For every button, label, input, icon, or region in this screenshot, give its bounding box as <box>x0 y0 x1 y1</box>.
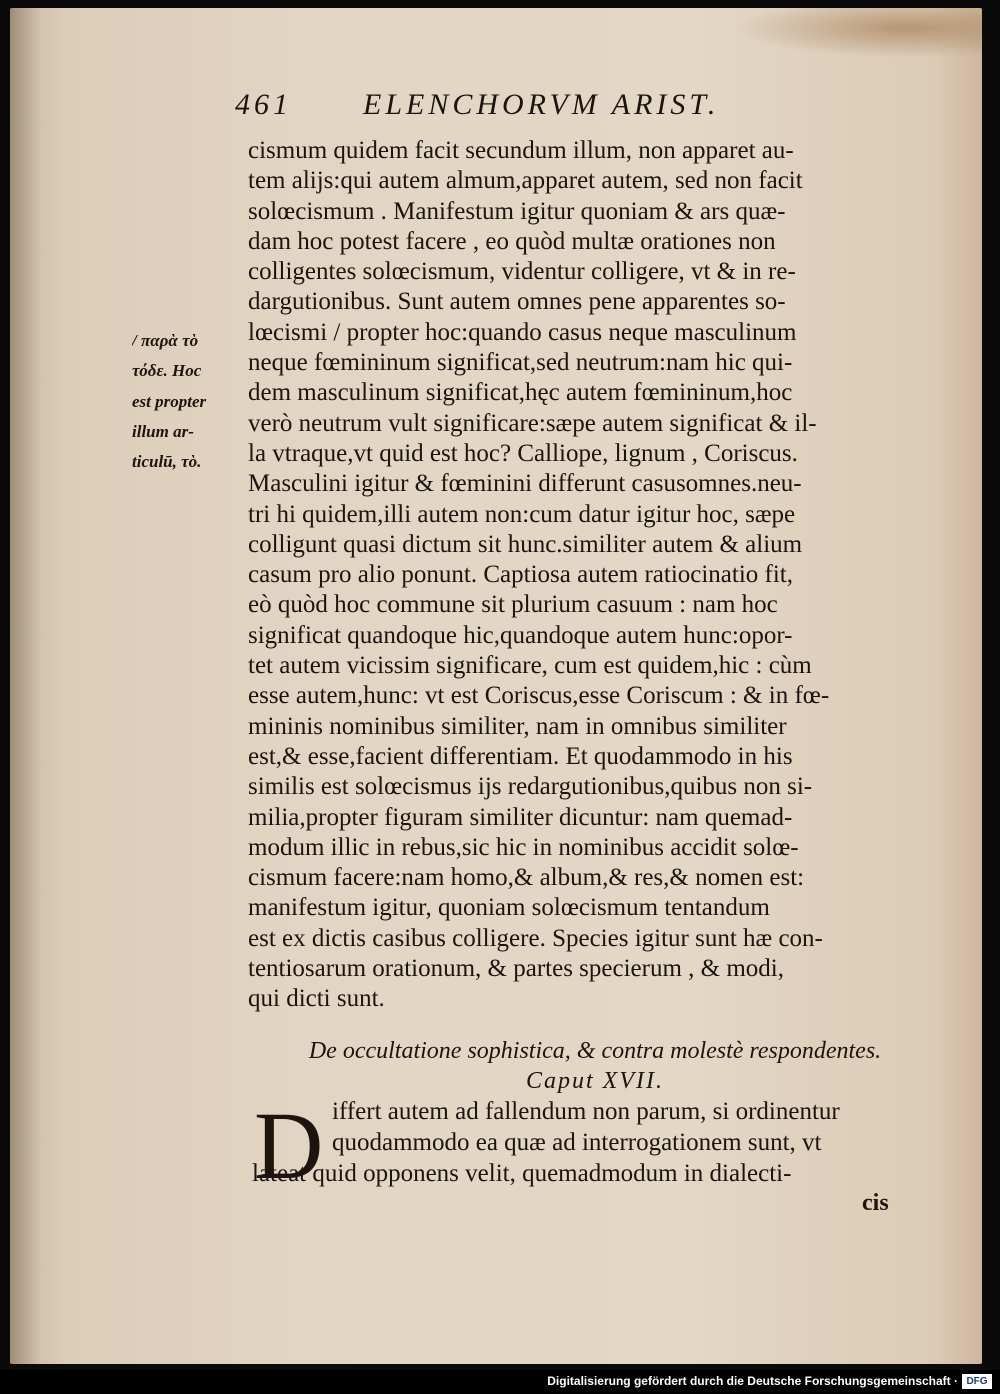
text-line: milia,propter figuram similiter dicuntur: nam quemad- <box>248 803 793 831</box>
page-number: 461 <box>235 88 292 121</box>
catchword: cis <box>862 1190 889 1216</box>
text-line: tentiosarum orationum, & partes specierum , & modi, <box>248 955 784 983</box>
chapter-heading <box>270 1036 920 1096</box>
text-line: dargutionibus. Sunt autem omnes pene apparentes so- <box>248 288 786 316</box>
margin-note-line: est propter <box>132 391 207 411</box>
text-line: Masculini igitur & fœminini differunt casusomnes.neu- <box>248 470 802 498</box>
text-line: qui dicti sunt. <box>248 985 385 1013</box>
text-line: neque fœmininum significat,sed neutrum:nam hic qui- <box>248 349 793 377</box>
text-line: casum pro alio ponunt. Captiosa autem ratiocinatio fit, <box>248 561 794 589</box>
text-line: verò neutrum vult significare:sæpe autem significat & il- <box>248 409 817 437</box>
running-head <box>235 88 780 132</box>
running-title: ELENCHORVM ARIST. <box>363 88 720 121</box>
text-line: eò quòd hoc commune sit plurium casuum : nam hoc <box>248 591 778 619</box>
margin-note <box>132 326 244 477</box>
text-line: cismum facere:nam homo,& album,& res,& nomen est: <box>248 864 805 892</box>
margin-note-line: τόδε. Hoc <box>132 361 202 381</box>
text-line: solœcismum . Manifestum igitur quoniam & ars quæ- <box>248 197 786 225</box>
margin-note-line: / παρὰ τὸ <box>132 331 199 350</box>
text-line: colligunt quasi dictum sit hunc.similiter autem & alium <box>248 530 803 558</box>
text-line: modum illic in rebus,sic hic in nominibus accidit solœ- <box>248 833 799 861</box>
chapter-text-block <box>252 1096 932 1189</box>
text-line: cismum quidem facit secundum illum, non apparet au- <box>248 137 794 164</box>
text-line: dam hoc potest facere , eo quòd multæ orationes non <box>248 227 776 255</box>
text-line: manifestum igitur, quoniam solœcismum tentandum <box>248 894 770 922</box>
digitization-footer <box>0 1370 1000 1394</box>
page-gutter-shadow <box>10 8 40 1364</box>
main-text-block <box>248 136 928 1015</box>
text-line: la vtraque,vt quid est hoc? Calliope, lignum , Coriscus. <box>248 439 798 467</box>
text-line: tem alijs:qui autem almum,apparet autem, sed non facit <box>248 167 803 195</box>
text-line: lœcismi / propter hoc:quando casus neque masculinum <box>248 318 797 346</box>
chapter-number: Caput XVII. <box>526 1068 664 1094</box>
text-line: iffert autem ad fallendum non parum, si ordinentur <box>332 1098 840 1125</box>
drop-cap-initial: D <box>254 1092 324 1199</box>
page-stain <box>732 8 982 58</box>
margin-note-line: illum ar- <box>132 421 194 441</box>
text-line: significat quandoque hic,quandoque autem hunc:opor- <box>248 621 793 649</box>
text-line: mininis nominibus similiter, nam in omnibus similiter <box>248 712 787 740</box>
text-line: similis est solœcismus ijs redargutionibus,quibus non si- <box>248 773 813 801</box>
chapter-title: De occultatione sophistica, & contra molestè respondentes. <box>308 1038 882 1064</box>
footer-credit-text: Digitalisierung gefördert durch die Deutsche Forschungsgemeinschaft · <box>547 1374 958 1388</box>
text-line: tet autem vicissim significare, cum est quidem,hic : cùm <box>248 652 812 680</box>
text-line: lateat quid opponens velit, quemadmodum in dialecti- <box>252 1160 792 1187</box>
margin-note-line: ticulū, τὸ. <box>132 452 202 472</box>
text-line: est ex dictis casibus colligere. Species igitur sunt hæ con- <box>248 924 823 952</box>
text-line: esse autem,hunc: vt est Coriscus,esse Coriscum : & in fœ- <box>248 682 830 710</box>
text-line: quodammodo ea quæ ad interrogationem sunt, vt <box>332 1129 822 1156</box>
dfg-logo: DFG <box>962 1374 992 1389</box>
text-line: tri hi quidem,illi autem non:cum datur igitur hoc, sæpe <box>248 500 796 528</box>
text-line: est,& esse,facient differentiam. Et quodammodo in his <box>248 742 793 770</box>
text-line: colligentes solœcismum, videntur colligere, vt & in re- <box>248 258 796 286</box>
text-line: dem masculinum significat,hęc autem fœmininum,hoc <box>248 379 793 407</box>
